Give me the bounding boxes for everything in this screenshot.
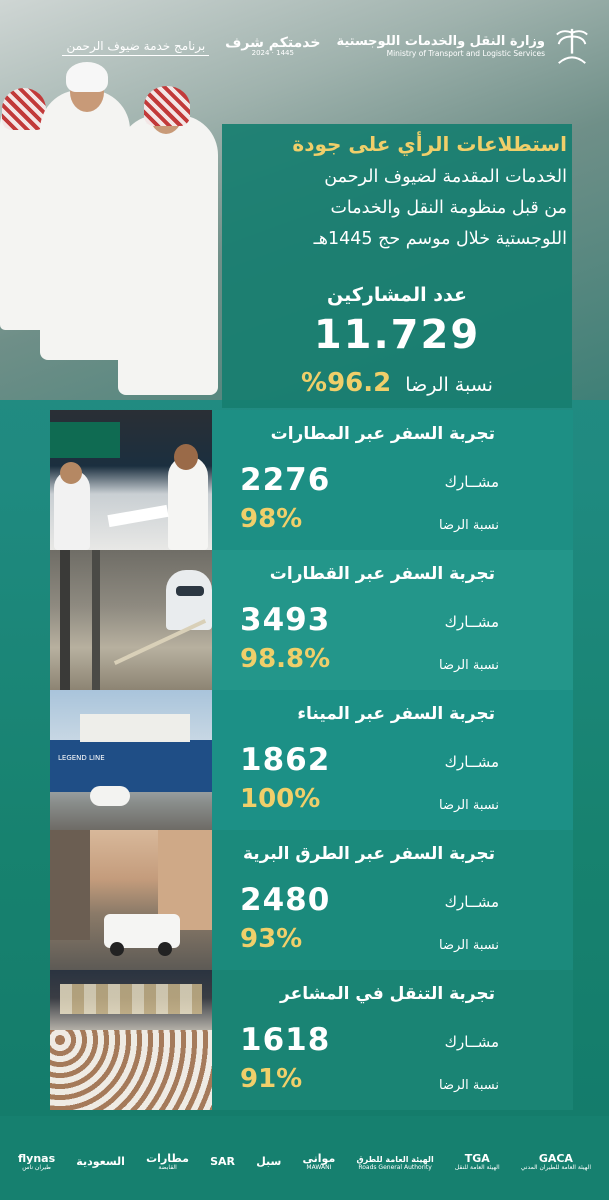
roads-authority-logo <box>356 1153 433 1171</box>
intro-line-3: من قبل منظومة النقل والخدمات <box>330 198 567 218</box>
pilgrims-crowd-photo <box>50 970 212 1110</box>
flynas-text: flynas <box>18 1152 56 1166</box>
section-title: تجربة التنقل في المشاعر <box>280 984 495 1004</box>
partner-logos <box>0 1142 609 1182</box>
section-title: تجربة السفر عبر المطارات <box>270 424 495 444</box>
total-satisfaction-row <box>222 368 572 398</box>
road-vehicle-photo <box>50 830 212 970</box>
satisfaction-label: نسبة الرضا <box>439 658 499 673</box>
intro-title <box>247 132 567 255</box>
tga-sub: الهيئة العامة للنقل <box>454 1163 500 1171</box>
section-participants: 1618 <box>240 1022 331 1058</box>
gaca-sub: الهيئة العامة للطيران المدني <box>520 1163 591 1171</box>
section-satisfaction: 91% <box>240 1064 303 1094</box>
section-satisfaction: 100% <box>240 784 321 814</box>
palm-swords-emblem-icon <box>553 25 591 67</box>
satisfaction-label: نسبة الرضا <box>439 798 499 813</box>
participants-unit-label: مشــارك <box>444 1033 499 1051</box>
section-satisfaction: 98% <box>240 504 303 534</box>
train-station-photo <box>50 550 212 690</box>
hajj-season-logo <box>225 36 320 57</box>
gaca-logo <box>521 1153 591 1171</box>
section-trains <box>50 550 573 690</box>
section-airports <box>50 410 573 550</box>
intro-line-1: استطلاعات الرأي على جودة <box>292 132 567 156</box>
ministry-logo <box>336 25 591 67</box>
matarat-sub: القابضة <box>158 1163 177 1171</box>
section-satisfaction: 98.8% <box>240 644 331 674</box>
intro-line-4: اللوجستية خلال موسم حج 1445هـ <box>313 229 567 249</box>
mawani-sub: MAWANI <box>306 1163 332 1171</box>
participants-unit-label: مشــارك <box>444 473 499 491</box>
mawani-text: موانى <box>302 1152 336 1166</box>
tga-text: TGA <box>464 1152 490 1166</box>
section-holy-sites <box>50 970 573 1110</box>
satisfaction-label: نسبة الرضا <box>439 1078 499 1093</box>
seaport-photo: LEGEND LINE <box>50 690 212 830</box>
tga-logo <box>455 1153 500 1171</box>
header-logos <box>62 18 591 74</box>
section-seaport <box>50 690 573 830</box>
airport-photo <box>50 410 212 550</box>
section-roads <box>50 830 573 970</box>
section-title: تجربة السفر عبر الطرق البرية <box>243 844 495 864</box>
intro-line-2: الخدمات المقدمة لضيوف الرحمن <box>324 167 567 187</box>
total-participants: 11.729 <box>313 312 481 358</box>
spl-logo: سبل <box>256 1155 282 1169</box>
flynas-sub: طيران ناس <box>22 1163 51 1171</box>
participants-label: عدد المشاركين <box>326 284 467 306</box>
matarat-text: مطارات <box>146 1152 189 1166</box>
rga-text: الهيئة العامة للطرق <box>356 1155 434 1165</box>
gaca-text: GACA <box>538 1152 573 1166</box>
participants-unit-label: مشــارك <box>444 893 499 911</box>
satisfaction-label: نسبة الرضا <box>405 374 493 396</box>
rga-en: Roads General Authority <box>358 1163 432 1171</box>
vision-program-logo: برنامج خدمة ضيوف الرحمن <box>62 37 209 56</box>
participants-unit-label: مشــارك <box>444 613 499 631</box>
participants-unit-label: مشــارك <box>444 753 499 771</box>
hajj-logo-year: 2024 · 1445 <box>251 48 294 57</box>
sar-logo: SAR <box>210 1155 236 1169</box>
section-satisfaction: 93% <box>240 924 303 954</box>
satisfaction-label: نسبة الرضا <box>439 518 499 533</box>
ministry-name-en: Ministry of Transport and Logistic Services <box>386 49 545 58</box>
satisfaction-label: نسبة الرضا <box>439 938 499 953</box>
section-title: تجربة السفر عبر القطارات <box>269 564 495 584</box>
ministry-name-ar: وزارة النقل والخدمات اللوجستية <box>336 34 545 49</box>
section-participants: 2480 <box>240 882 331 918</box>
mawani-logo <box>303 1153 336 1171</box>
section-participants: 1862 <box>240 742 331 778</box>
flynas-logo <box>18 1153 55 1171</box>
total-satisfaction: 96.2% <box>301 368 392 398</box>
saudia-logo: السعودية <box>76 1155 125 1169</box>
matarat-logo <box>146 1153 189 1171</box>
section-title: تجربة السفر عبر الميناء <box>297 704 495 724</box>
section-participants: 2276 <box>240 462 331 498</box>
officials-photo <box>0 60 240 380</box>
section-participants: 3493 <box>240 602 331 638</box>
hajj-logo-text: خدمتكم شرف <box>225 34 321 51</box>
